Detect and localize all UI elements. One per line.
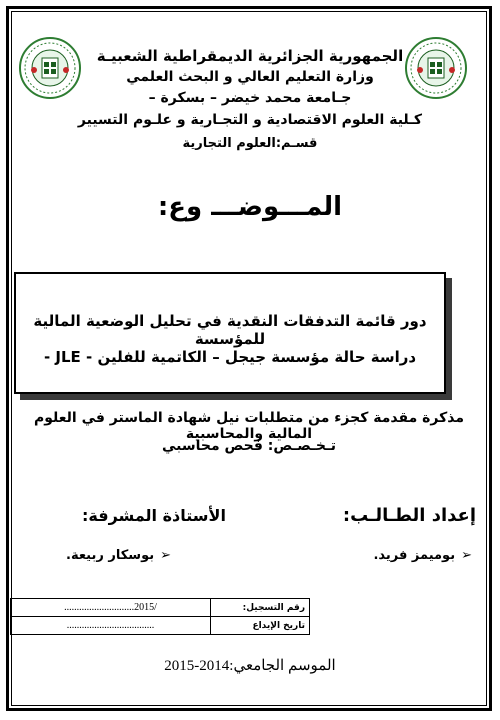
arrow-bullet-icon: ➢ <box>461 548 472 563</box>
supervisor-entry <box>66 548 171 563</box>
registration-number-value: ............................2015/ <box>11 599 211 617</box>
arrow-bullet-icon: ➢ <box>160 548 172 563</box>
case-study-title: دراسة حالة مؤسسة جيجل – الكاتمية للفلين - JLE - <box>43 348 417 366</box>
registration-number-label: رقم التسجيل: <box>211 599 310 617</box>
thesis-title: دور قائمة التدفقات النقدية في تحليل الوضعية المالية للمؤسسة <box>33 312 427 348</box>
supervisor-name: بوسكار ربيعة. <box>66 548 155 563</box>
table-row <box>11 599 310 617</box>
table-row <box>11 617 310 635</box>
supervisor-label: الأستاذة المشرفة: <box>82 506 226 525</box>
specialty-line: تـخـصـص: فحص محاسبي <box>162 438 336 454</box>
academic-year: الموسم الجامعي:2014-2015 <box>164 658 336 674</box>
university-heading: جـامعة محمد خيضر – بسكرة – <box>148 90 352 106</box>
registration-table <box>10 598 310 635</box>
memo-statement: مذكرة مقدمة كجزء من متطلبات نيل شهادة الماستر في العلوم المالية والمحاسبية <box>34 410 464 442</box>
subject-label: المـــوضـــ وع: <box>157 192 343 222</box>
republic-heading: الجمهورية الجزائرية الديمقراطية الشعبيـة <box>96 47 404 65</box>
ministry-heading: وزارة التعليم العالي و البحث العلمي <box>126 69 374 85</box>
faculty-heading: كـلية العلوم الاقتصادية و التجـارية و علـوم التسيير <box>77 112 423 128</box>
deposit-date-label: تاريخ الإيداع <box>211 617 310 635</box>
student-label: إعداد الطـالـب: <box>342 505 476 526</box>
student-entry <box>373 548 472 563</box>
department-heading: قسـم:العلوم التجارية <box>182 136 318 151</box>
deposit-date-value: ................................... <box>11 617 211 635</box>
student-name: بوميمز فريد. <box>373 548 456 563</box>
